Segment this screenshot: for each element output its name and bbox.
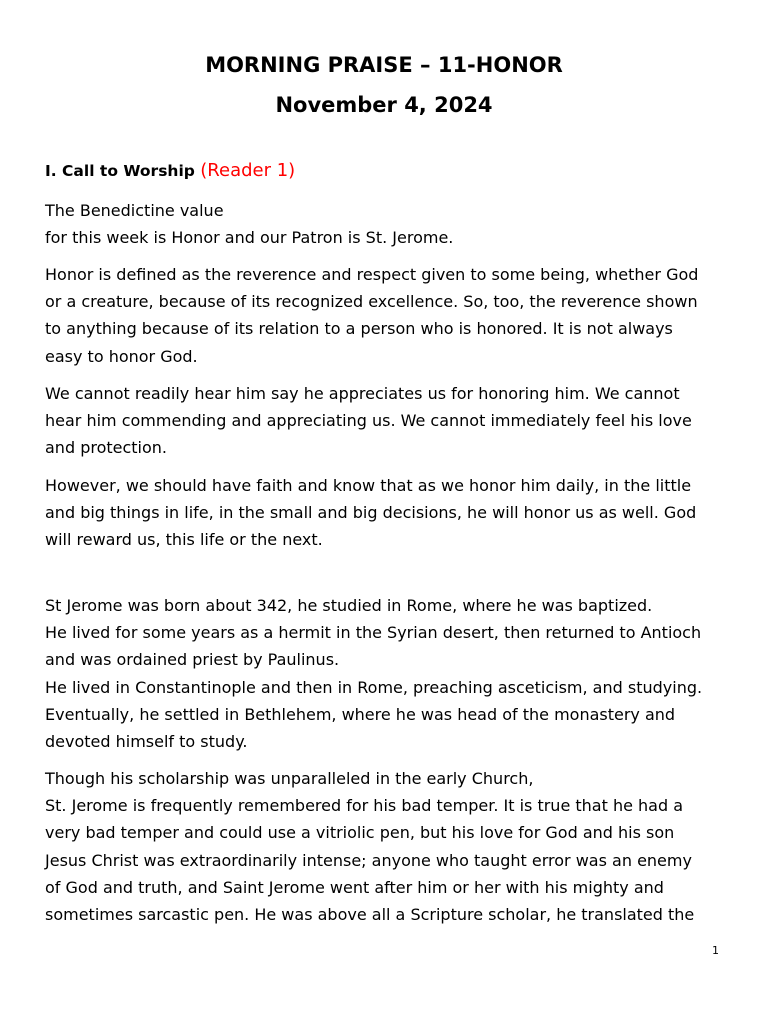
paragraph-jerome-scholarship: Though his scholarship was unparalleled in the early Church, St. Jerome is frequently remembered for his bad temper. It is true that he had a very bad temper and could use a vitriolic pen, but his love for God and his son Jesus Christ was extraordinarily intense; anyone who taught error was an enemy of God and truth, and Saint Jerome went after him or her with his mighty and sometimes sarcastic pen. He was above all a Scripture scholar, he translated the [45, 769, 695, 925]
paragraph-cannot-hear: We cannot readily hear him say he appreciates us for honoring him. We cannot hear him commending and appreciating us. We cannot immediately feel his love and protection. [45, 384, 692, 458]
paragraph-honor-definition: Honor is defined as the reverence and respect given to some being, whether God or a creature, because of its recognized excellence. So, too, the reverence shown to anything because of its relation to a person who is honored. It is not always easy to honor God. [45, 265, 699, 366]
paragraph-jerome-life: St Jerome was born about 342, he studied in Rome, where he was baptized. He lived for some years as a hermit in the Syrian desert, then returned to Antioch and was ordained priest by Paulinus. He lived in Constantinople and then in Rome, preaching asceticism, and studying. Eventually, he settled in Bethlehem, where he was head of the monastery and devoted himself to study. [45, 596, 703, 752]
document-title: MORNING PRAISE – 11-HONOR [205, 53, 563, 77]
paragraph-faith: However, we should have faith and know that as we honor him daily, in the little and big things in life, in the small and big decisions, he will honor us as well. God will reward us, this life or the next. [45, 476, 697, 550]
paragraph-benedictine-value: The Benedictine value for this week is Honor and our Patron is St. Jerome. [45, 201, 454, 248]
reader-label: (Reader 1) [200, 160, 296, 181]
page-number: 1 [712, 944, 719, 957]
section-heading-label: I. Call to Worship [45, 162, 195, 180]
section-heading [45, 158, 295, 184]
document-date: November 4, 2024 [275, 93, 493, 117]
